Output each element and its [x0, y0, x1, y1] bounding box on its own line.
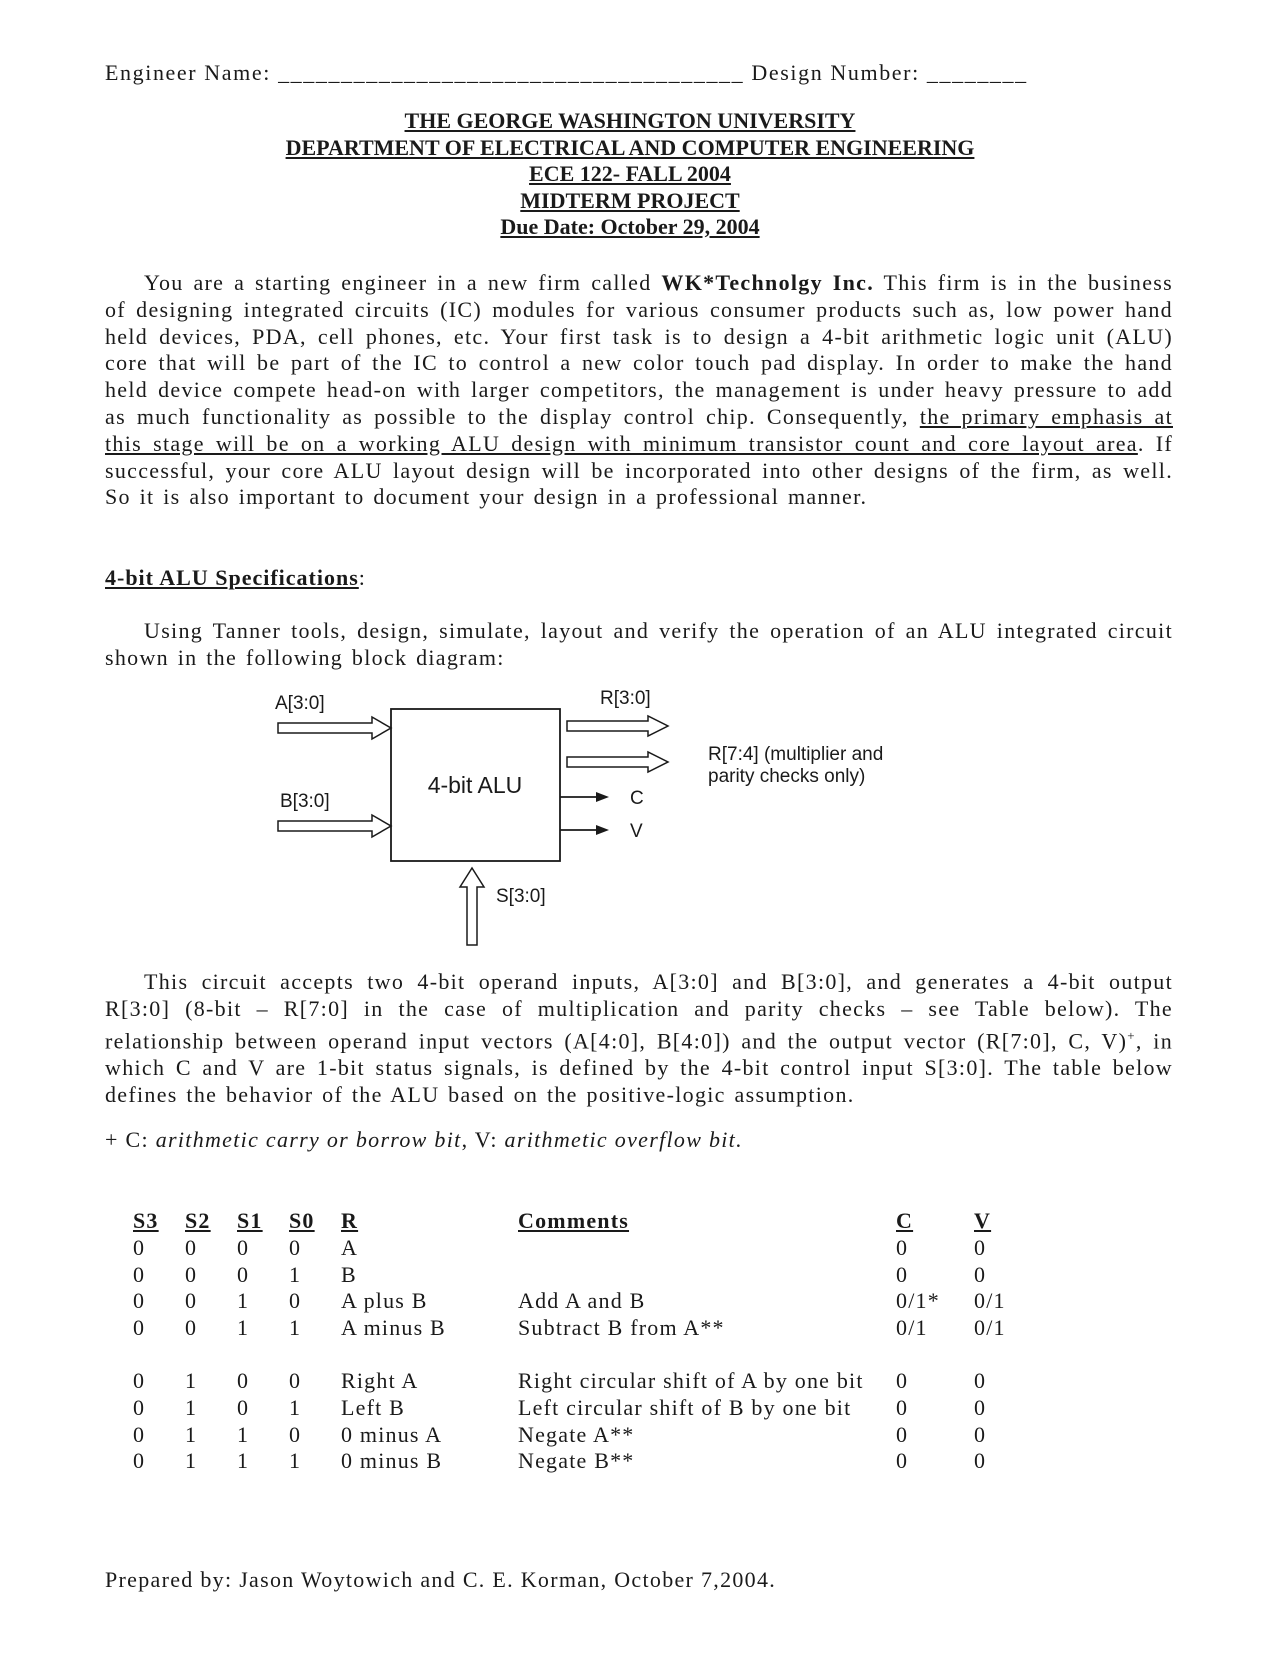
output-r-high-label-2: parity checks only)	[708, 766, 866, 787]
document-header	[0, 108, 1260, 241]
status-bits-footnote: + C: arithmetic carry or borrow bit, V: arithmetic overflow bit.	[105, 1127, 743, 1152]
table-row: 0 0 0 0 A 0 0	[133, 1234, 987, 1260]
engineer-design-line	[105, 60, 1028, 86]
alu-operation-table	[133, 1208, 1034, 1475]
design-number-label: Design Number:	[751, 60, 920, 85]
table-row: 0 1 1 1 0 minus B Negate B** 0 0	[133, 1448, 987, 1474]
university-title: THE GEORGE WASHINGTON UNIVERSITY	[404, 108, 856, 133]
output-r-low-label: R[3:0]	[600, 688, 651, 709]
header-c: C	[896, 1208, 914, 1233]
intro-paragraph: You are a starting engineer in a new firm called WK*Technolgy Inc. This firm is in the business of designing integrated circuits (IC) modules for various consumer products such as, low power hand held devices, PDA, cell phones, etc. Your first task is to design a 4-bit arithmetic logic unit (ALU) core that will be part of the IC to control a new color touch pad display. In order to make the hand held device compete head-on with larger competitors, the management is under heavy pressure to add as much functionality as possible to the display control chip. Consequently, the primary emphasis at this stage will be on a working ALU design with minimum transistor count and core layout area. If successful, your core ALU layout design will be incorporated into other designs of the firm, as well. So it is also important to document your design in a professional manner.	[105, 270, 1173, 510]
output-r-high-label-1: R[7:4] (multiplier and	[708, 744, 884, 765]
input-a-label: A[3:0]	[275, 693, 325, 714]
header-s3: S3	[133, 1208, 159, 1233]
firm-name: WK*Technolgy Inc.	[661, 270, 875, 295]
department-title: DEPARTMENT OF ELECTRICAL AND COMPUTER ENGINEERING	[285, 134, 975, 160]
header-s1: S1	[237, 1208, 263, 1233]
project-title: MIDTERM PROJECT	[520, 187, 740, 213]
select-arrow	[460, 868, 484, 945]
output-r-high-arrow	[567, 752, 668, 772]
header-v: V	[974, 1208, 992, 1233]
prepared-by: Prepared by: Jason Woytowich and C. E. Korman, October 7,2004.	[105, 1567, 777, 1592]
select-label: S[3:0]	[496, 886, 546, 907]
input-b-label: B[3:0]	[280, 791, 330, 812]
course-title: ECE 122- FALL 2004	[529, 161, 731, 186]
alu-block-label: 4-bit ALU	[427, 772, 523, 798]
table-row: 0 0 1 1 A minus B Subtract B from A** 0/1 0/1	[133, 1315, 1006, 1341]
due-date: Due Date: October 29, 2004	[500, 214, 760, 239]
header-r: R	[341, 1208, 359, 1233]
output-c-label: C	[630, 788, 644, 809]
description-paragraph: This circuit accepts two 4-bit operand inputs, A[3:0] and B[3:0], and generates a 4-bit output R[3:0] (8-bit – R[7:0] in the case of multiplication and parity checks – see Table below). The relationship between operand input vectors (A[4:0], B[4:0]) and the output vector (R[7:0], C, V)+, in which C and V are 1-bit status signals, is defined by the 4-bit control input S[3:0]. The table below defines the behavior of the ALU based on the positive-logic assumption.	[105, 969, 1174, 1107]
output-v-label: V	[630, 821, 643, 842]
output-c-arrowhead	[596, 792, 609, 802]
output-v-arrowhead	[596, 825, 609, 835]
design-number-blank: ________	[926, 60, 1028, 85]
table-row: 0 1 1 0 0 minus A Negate A** 0 0	[133, 1421, 987, 1447]
input-b-arrow	[278, 815, 391, 837]
input-a-arrow	[278, 717, 391, 739]
emphasis-text: the primary emphasis at this stage will be on a working ALU design with minimum transistor count and core layout area	[105, 403, 1173, 456]
header-s0: S0	[289, 1208, 315, 1233]
engineer-name-blank: _____________________________________	[278, 60, 745, 85]
table-row: 0 1 0 1 Left B Left circular shift of B by one bit 0 0	[133, 1394, 987, 1420]
header-comments: Comments	[518, 1208, 630, 1233]
alu-block-diagram	[260, 680, 940, 960]
table-row: 0 1 0 0 Right A Right circular shift of A by one bit 0 0	[133, 1367, 987, 1393]
spec-heading: 4-bit ALU Specifications:	[105, 565, 366, 590]
spec-paragraph: Using Tanner tools, design, simulate, layout and verify the operation of an ALU integrated circuit shown in the following block diagram:	[105, 618, 1173, 670]
table-header-row	[133, 1208, 1034, 1235]
table-spacer	[133, 1342, 1034, 1368]
output-r-low-arrow	[567, 716, 668, 736]
header-s2: S2	[185, 1208, 211, 1233]
table-row: 0 0 0 1 B 0 0	[133, 1261, 987, 1287]
table-row: 0 0 1 0 A plus B Add A and B 0/1* 0/1	[133, 1288, 1006, 1314]
engineer-name-label: Engineer Name:	[105, 60, 271, 85]
